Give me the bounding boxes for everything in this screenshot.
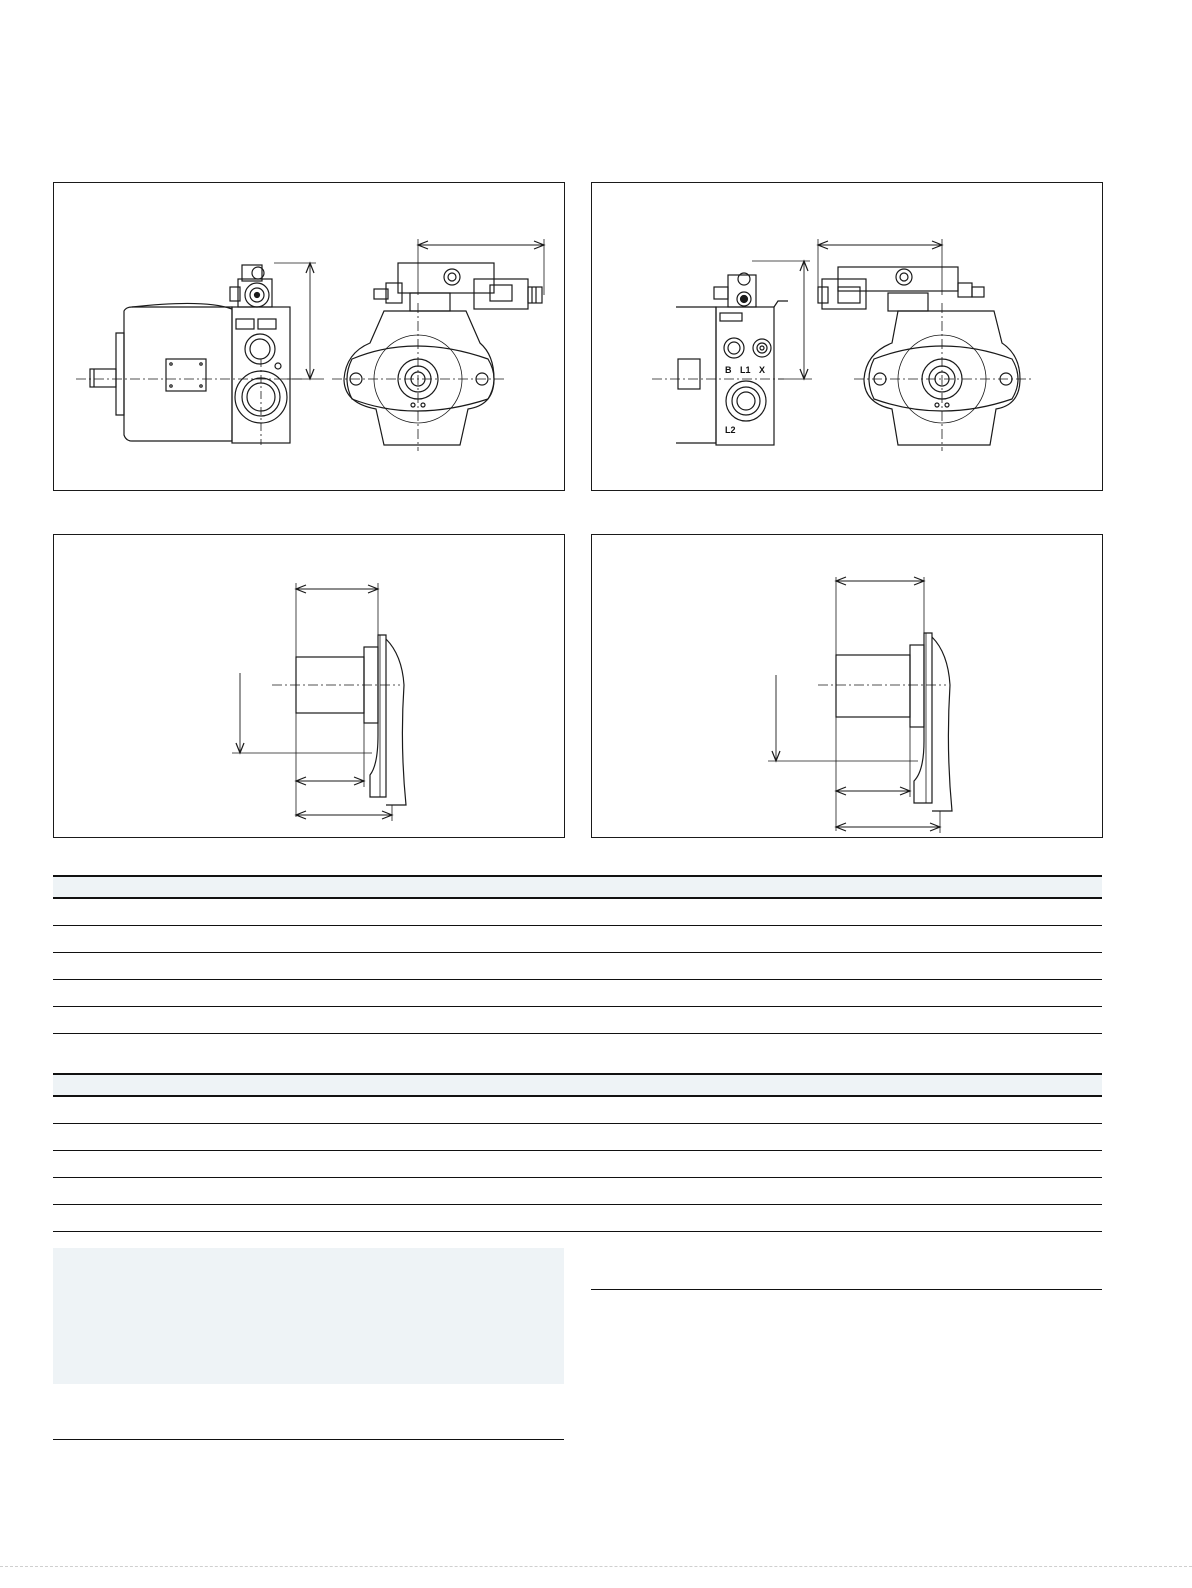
port-label-l2: L2: [725, 425, 736, 435]
drawing-frame-pump-control-ports: [591, 182, 1103, 491]
dimension-table-2: [53, 1073, 1102, 1232]
shaded-note-box: [53, 1248, 564, 1384]
table-row: [53, 1178, 1102, 1205]
shaft-detail-long-drawing: [592, 535, 1104, 839]
right-note-rule: [591, 1289, 1102, 1290]
shaft-detail-short-drawing: [54, 535, 566, 839]
pump-side-front-drawing: [54, 183, 566, 492]
drawing-frame-shaft-detail-long: [591, 534, 1103, 838]
port-label-b: B: [725, 365, 732, 375]
table-row: [53, 899, 1102, 926]
table-row: [53, 1151, 1102, 1178]
dimension-table-1: [53, 875, 1102, 1034]
port-label-x: X: [759, 365, 766, 375]
left-note-rule: [53, 1439, 564, 1440]
table-header: [53, 875, 1102, 899]
table-header: [53, 1073, 1102, 1097]
table-row: [53, 1124, 1102, 1151]
pump-control-ports-drawing: [592, 183, 1104, 492]
table-row: [53, 1007, 1102, 1034]
port-label-l1: L1: [740, 365, 751, 375]
page-bottom-rule: [0, 1566, 1192, 1567]
table-row: [53, 953, 1102, 980]
table-row: [53, 1205, 1102, 1232]
table-row: [53, 1097, 1102, 1124]
table-row: [53, 926, 1102, 953]
drawing-frame-pump-side-front: [53, 182, 565, 491]
drawing-frame-shaft-detail-short: [53, 534, 565, 838]
table-row: [53, 980, 1102, 1007]
